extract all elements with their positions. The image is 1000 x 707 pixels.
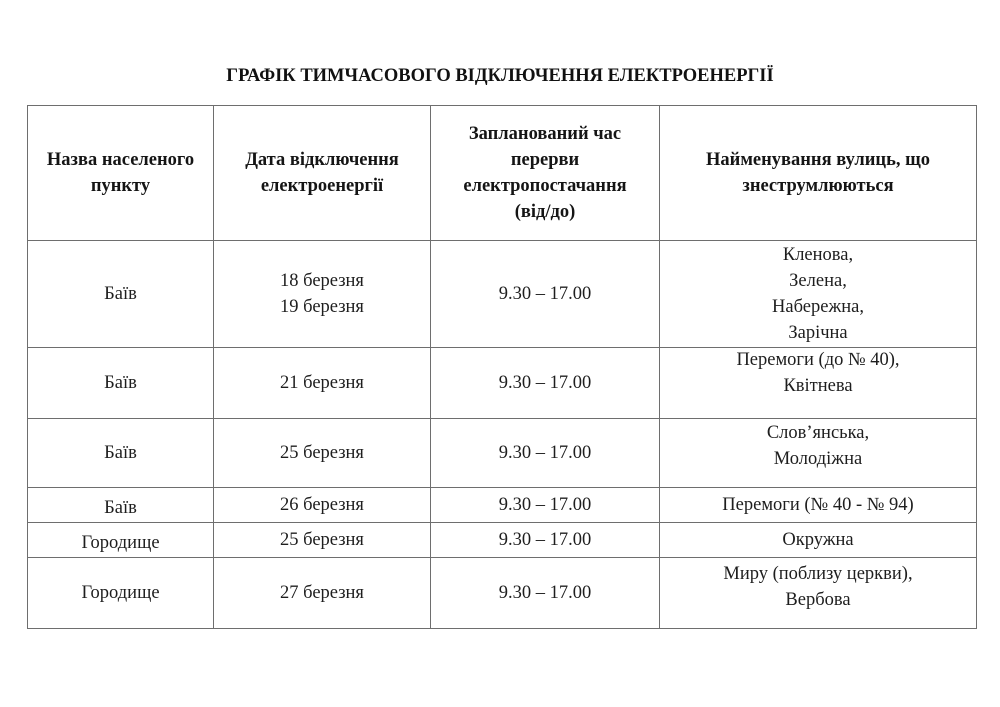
cell-streets: [660, 348, 977, 419]
date-line: 25 березня: [280, 530, 364, 550]
street-line: Зарічна: [788, 323, 848, 343]
cell-time: 9.30 – 17.00: [431, 558, 660, 629]
header-streets: [660, 106, 977, 241]
cell-streets: [660, 558, 977, 629]
street-line: Перемоги (до № 40),: [736, 350, 900, 370]
table-row: [28, 488, 977, 523]
cell-streets: [660, 419, 977, 488]
settlement-text: Баїв: [104, 498, 137, 518]
settlement-text: Городище: [81, 533, 160, 553]
table-row: [28, 523, 977, 558]
cell-dates: [214, 348, 431, 419]
header-line: Запланований час: [468, 124, 622, 144]
cell-time: 9.30 – 17.00: [431, 488, 660, 523]
street-line: Слов’янська,: [766, 423, 870, 443]
header-line: електроенергії: [260, 176, 384, 196]
cell-dates: [214, 523, 431, 558]
table-row: [28, 241, 977, 348]
cell-settlement: Баїв: [28, 419, 214, 488]
date-line: 27 березня: [280, 583, 364, 603]
street-line: Миру (поблизу церкви),: [723, 564, 913, 584]
table-row: [28, 419, 977, 488]
header-line: пункту: [90, 176, 151, 196]
street-line: Зелена,: [789, 271, 847, 291]
cell-streets: [660, 241, 977, 348]
header-line: Назва населеного: [46, 150, 195, 170]
street-line: Кленова,: [782, 245, 854, 265]
cell-time: 9.30 – 17.00: [431, 241, 660, 348]
cell-time: 9.30 – 17.00: [431, 419, 660, 488]
cell-streets: [660, 488, 977, 523]
header-line: знеструмлюються: [742, 176, 894, 196]
street-line: Вербова: [785, 590, 851, 610]
street-line: Перемоги (№ 40 - № 94): [722, 495, 914, 515]
cell-time: 9.30 – 17.00: [431, 523, 660, 558]
header-line: Найменування вулиць, що: [706, 150, 930, 170]
cell-streets: [660, 523, 977, 558]
date-line: 25 березня: [280, 443, 364, 463]
cell-settlement: Баїв: [28, 241, 214, 348]
table-header-row: [28, 106, 977, 241]
cell-settlement: Баїв: [28, 348, 214, 419]
cell-dates: [214, 419, 431, 488]
date-line: 26 березня: [280, 495, 364, 515]
cell-dates: [214, 488, 431, 523]
date-line: 18 березня: [280, 271, 364, 291]
street-line: Молодіжна: [773, 449, 863, 469]
header-settlement: [28, 106, 214, 241]
table-row: [28, 558, 977, 629]
street-line: Набережна,: [772, 297, 864, 317]
cell-dates: [214, 241, 431, 348]
header-line: перерви: [510, 150, 580, 170]
header-line: (від/до): [514, 202, 576, 222]
date-line: 21 березня: [280, 373, 364, 393]
street-line: Окружна: [782, 530, 854, 550]
street-line: Квітнева: [783, 376, 853, 396]
cell-dates: [214, 558, 431, 629]
header-date: [214, 106, 431, 241]
cell-settlement: Городище: [28, 558, 214, 629]
header-time: [431, 106, 660, 241]
document-title: ГРАФІК ТИМЧАСОВОГО ВІДКЛЮЧЕННЯ ЕЛЕКТРОЕНЕРГІЇ: [226, 66, 774, 86]
cell-settlement: [28, 523, 214, 558]
table-row: [28, 348, 977, 419]
cell-time: 9.30 – 17.00: [431, 348, 660, 419]
header-line: електропостачання: [463, 176, 627, 196]
cell-settlement: [28, 488, 214, 523]
date-line: 19 березня: [280, 297, 364, 317]
outage-schedule-table: [27, 105, 977, 629]
header-line: Дата відключення: [245, 150, 399, 170]
